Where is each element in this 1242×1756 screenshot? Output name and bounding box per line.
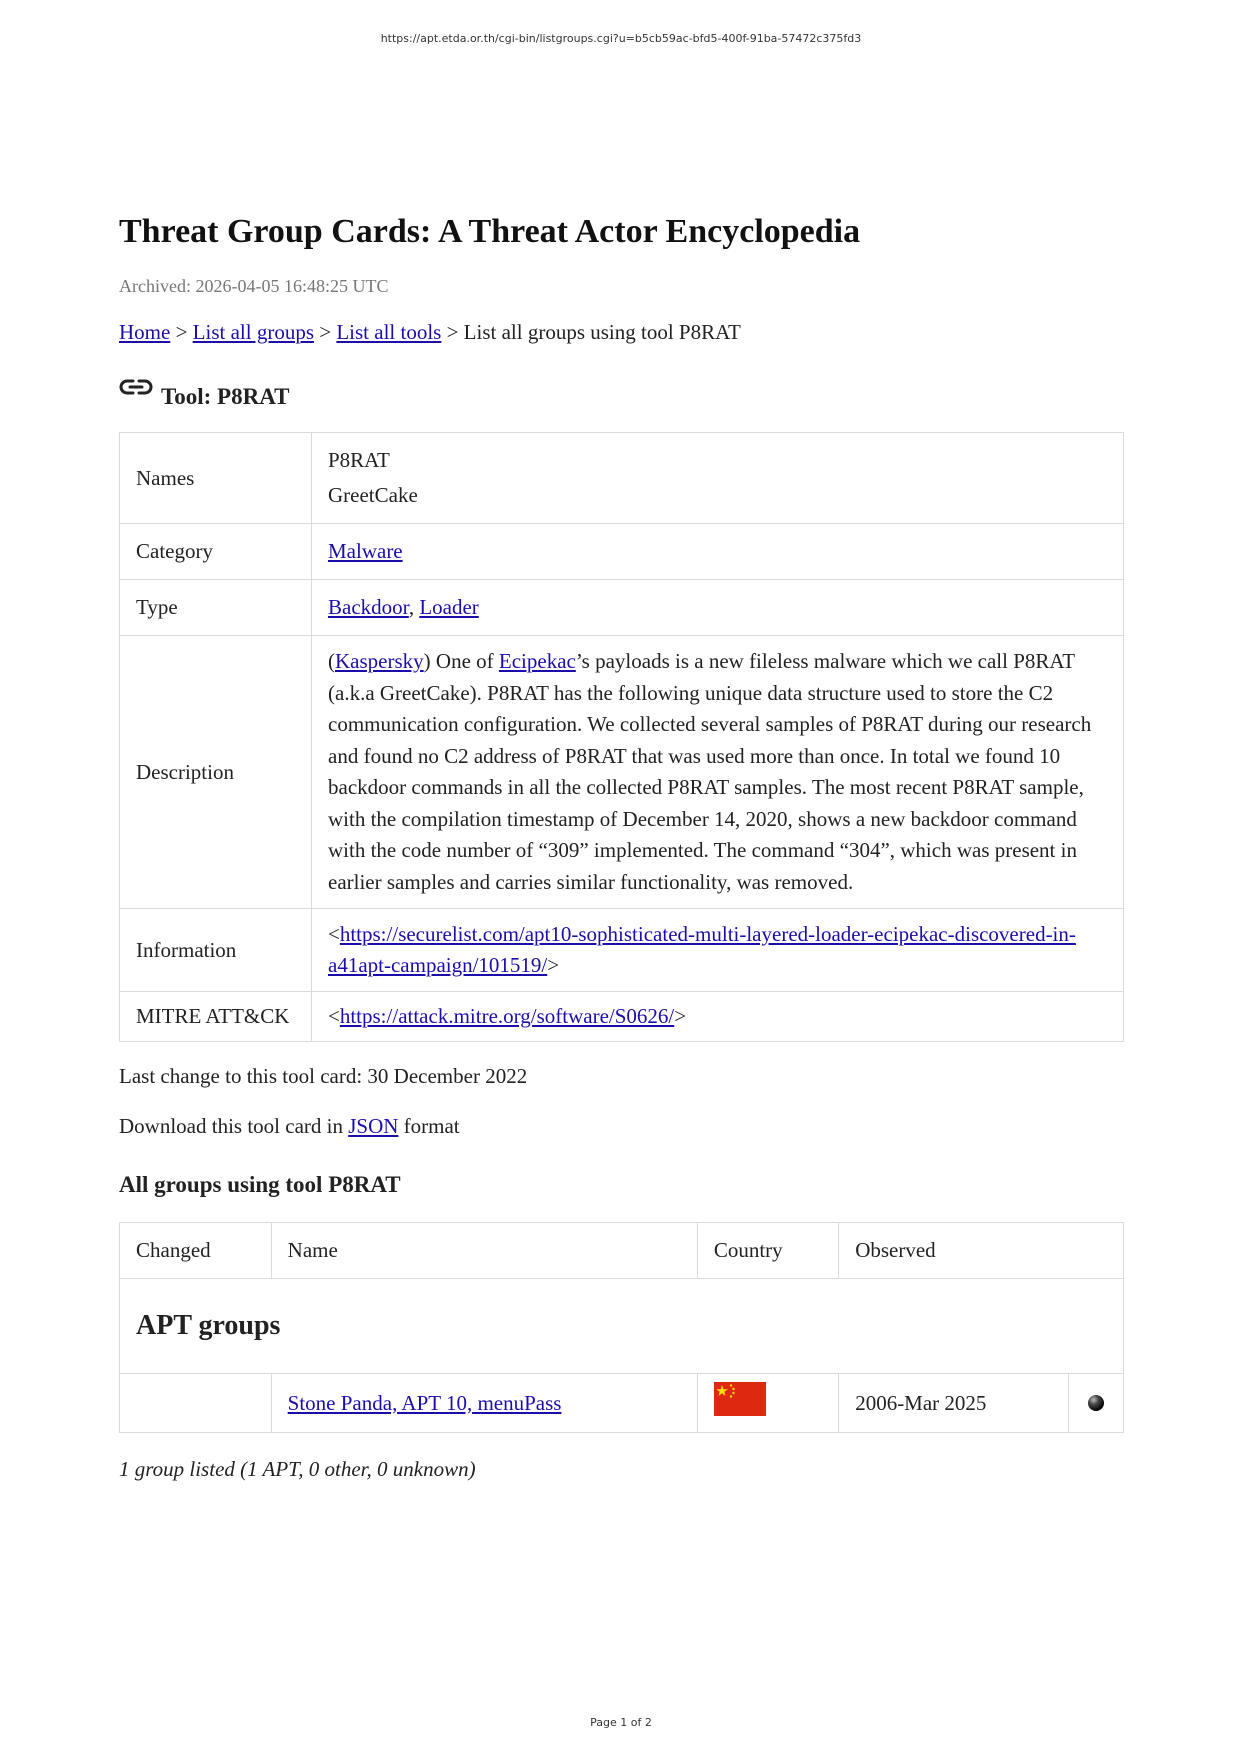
type-backdoor-link[interactable]: Backdoor <box>328 595 409 619</box>
information-label: Information <box>120 909 312 992</box>
angle-open: < <box>328 922 340 946</box>
archived-timestamp: Archived: 2026-04-05 16:48:25 UTC <box>119 276 389 296</box>
type-loader-link[interactable]: Loader <box>419 595 479 619</box>
breadcrumb-home-link[interactable]: Home <box>119 320 171 344</box>
mitre-row <box>120 992 1124 1042</box>
tool-heading <box>119 378 1124 412</box>
names-row <box>120 433 1124 524</box>
breadcrumb-separator: > <box>170 320 193 344</box>
main-content <box>119 210 1124 1483</box>
names-label: Names <box>120 433 312 524</box>
column-header-observed: Observed <box>839 1223 1124 1279</box>
json-download-link[interactable]: JSON <box>348 1114 399 1138</box>
china-flag-icon <box>714 1382 766 1416</box>
apt-section-title: APT groups <box>120 1279 1124 1374</box>
category-label: Category <box>120 524 312 580</box>
groups-header-row <box>120 1223 1124 1279</box>
breadcrumb <box>119 318 1124 346</box>
apt-section-row <box>120 1279 1124 1374</box>
description-text: ) One of <box>423 649 499 673</box>
status-ball-icon <box>1087 1393 1105 1417</box>
breadcrumb-list-groups-link[interactable]: List all groups <box>192 320 314 344</box>
tool-name: P8RAT <box>328 448 390 472</box>
download-suffix: format <box>398 1114 460 1138</box>
changed-cell <box>120 1374 272 1433</box>
description-open-paren: ( <box>328 649 335 673</box>
column-header-country: Country <box>697 1223 838 1279</box>
names-value <box>312 433 1124 524</box>
download-prefix: Download this tool card in <box>119 1114 349 1138</box>
mitre-value <box>312 992 1124 1042</box>
type-label: Type <box>120 580 312 636</box>
category-row <box>120 524 1124 580</box>
angle-close: > <box>674 1004 687 1028</box>
link-icon <box>119 378 161 412</box>
page-footer: Page 1 of 2 <box>590 1716 652 1729</box>
type-row <box>120 580 1124 636</box>
description-row <box>120 636 1124 909</box>
category-malware-link[interactable]: Malware <box>328 539 403 563</box>
ecipekac-link[interactable]: Ecipekac <box>498 649 576 673</box>
observed-cell: 2006-Mar 2025 <box>839 1374 1069 1433</box>
groups-summary: 1 group listed (1 APT, 0 other, 0 unknown) <box>119 1457 476 1482</box>
breadcrumb-list-tools-link[interactable]: List all tools <box>336 320 442 344</box>
groups-table <box>119 1222 1124 1433</box>
description-text: ’s payloads is a new fileless malware which we call P8RAT (a.k.a GreetCake). P8RAT has the following unique data structure used to store the C2 communication configuration. We collected several samples of P8RAT during our research and found no C2 address of P8RAT that was used more than once. In total we found 10 backdoor commands in all the collected P8RAT samples. The most recent P8RAT sample, with the compilation timestamp of December 14, 2020, shows a new backdoor command with the code number of “309” implemented. The command “304”, which was present in earlier samples and carries similar functionality, was removed. <box>328 649 1092 894</box>
table-row <box>120 1374 1124 1433</box>
page-url-header: https://apt.etda.or.th/cgi-bin/listgroups.cgi?u=b5cb59ac-bfd5-400f-91ba-57472c375fd3 <box>380 32 862 45</box>
page-title: Threat Group Cards: A Threat Actor Encyclopedia <box>119 213 861 250</box>
name-cell <box>271 1374 697 1433</box>
angle-close: > <box>547 953 560 977</box>
kaspersky-link[interactable]: Kaspersky <box>335 649 424 673</box>
angle-open: < <box>328 1004 340 1028</box>
category-value <box>312 524 1124 580</box>
mitre-label: MITRE ATT&CK <box>120 992 312 1042</box>
column-header-name: Name <box>271 1223 697 1279</box>
description-value <box>312 636 1124 909</box>
type-separator: , <box>408 595 420 619</box>
group-stone-panda-link[interactable]: Stone Panda, APT 10, menuPass <box>287 1390 562 1415</box>
tool-heading-text: Tool: P8RAT <box>161 384 290 409</box>
column-header-changed: Changed <box>120 1223 272 1279</box>
last-change-text: Last change to this tool card: 30 December 2022 <box>119 1064 528 1088</box>
breadcrumb-current: > List all groups using tool P8RAT <box>441 320 741 344</box>
tool-details-table <box>119 432 1124 1042</box>
tool-name: GreetCake <box>328 483 418 507</box>
country-cell <box>697 1374 838 1433</box>
download-text <box>119 1112 1124 1140</box>
type-value <box>312 580 1124 636</box>
groups-heading: All groups using tool P8RAT <box>119 1172 401 1197</box>
breadcrumb-separator: > <box>314 320 337 344</box>
information-link[interactable]: https://securelist.com/apt10-sophisticated-multi-layered-loader-ecipekac-discovered-in-a41apt-campaign/101519/ <box>328 922 1076 977</box>
information-value <box>312 909 1124 992</box>
mitre-link[interactable]: https://attack.mitre.org/software/S0626/ <box>339 1004 675 1028</box>
status-cell <box>1069 1374 1124 1433</box>
description-label: Description <box>120 636 312 909</box>
information-row <box>120 909 1124 992</box>
